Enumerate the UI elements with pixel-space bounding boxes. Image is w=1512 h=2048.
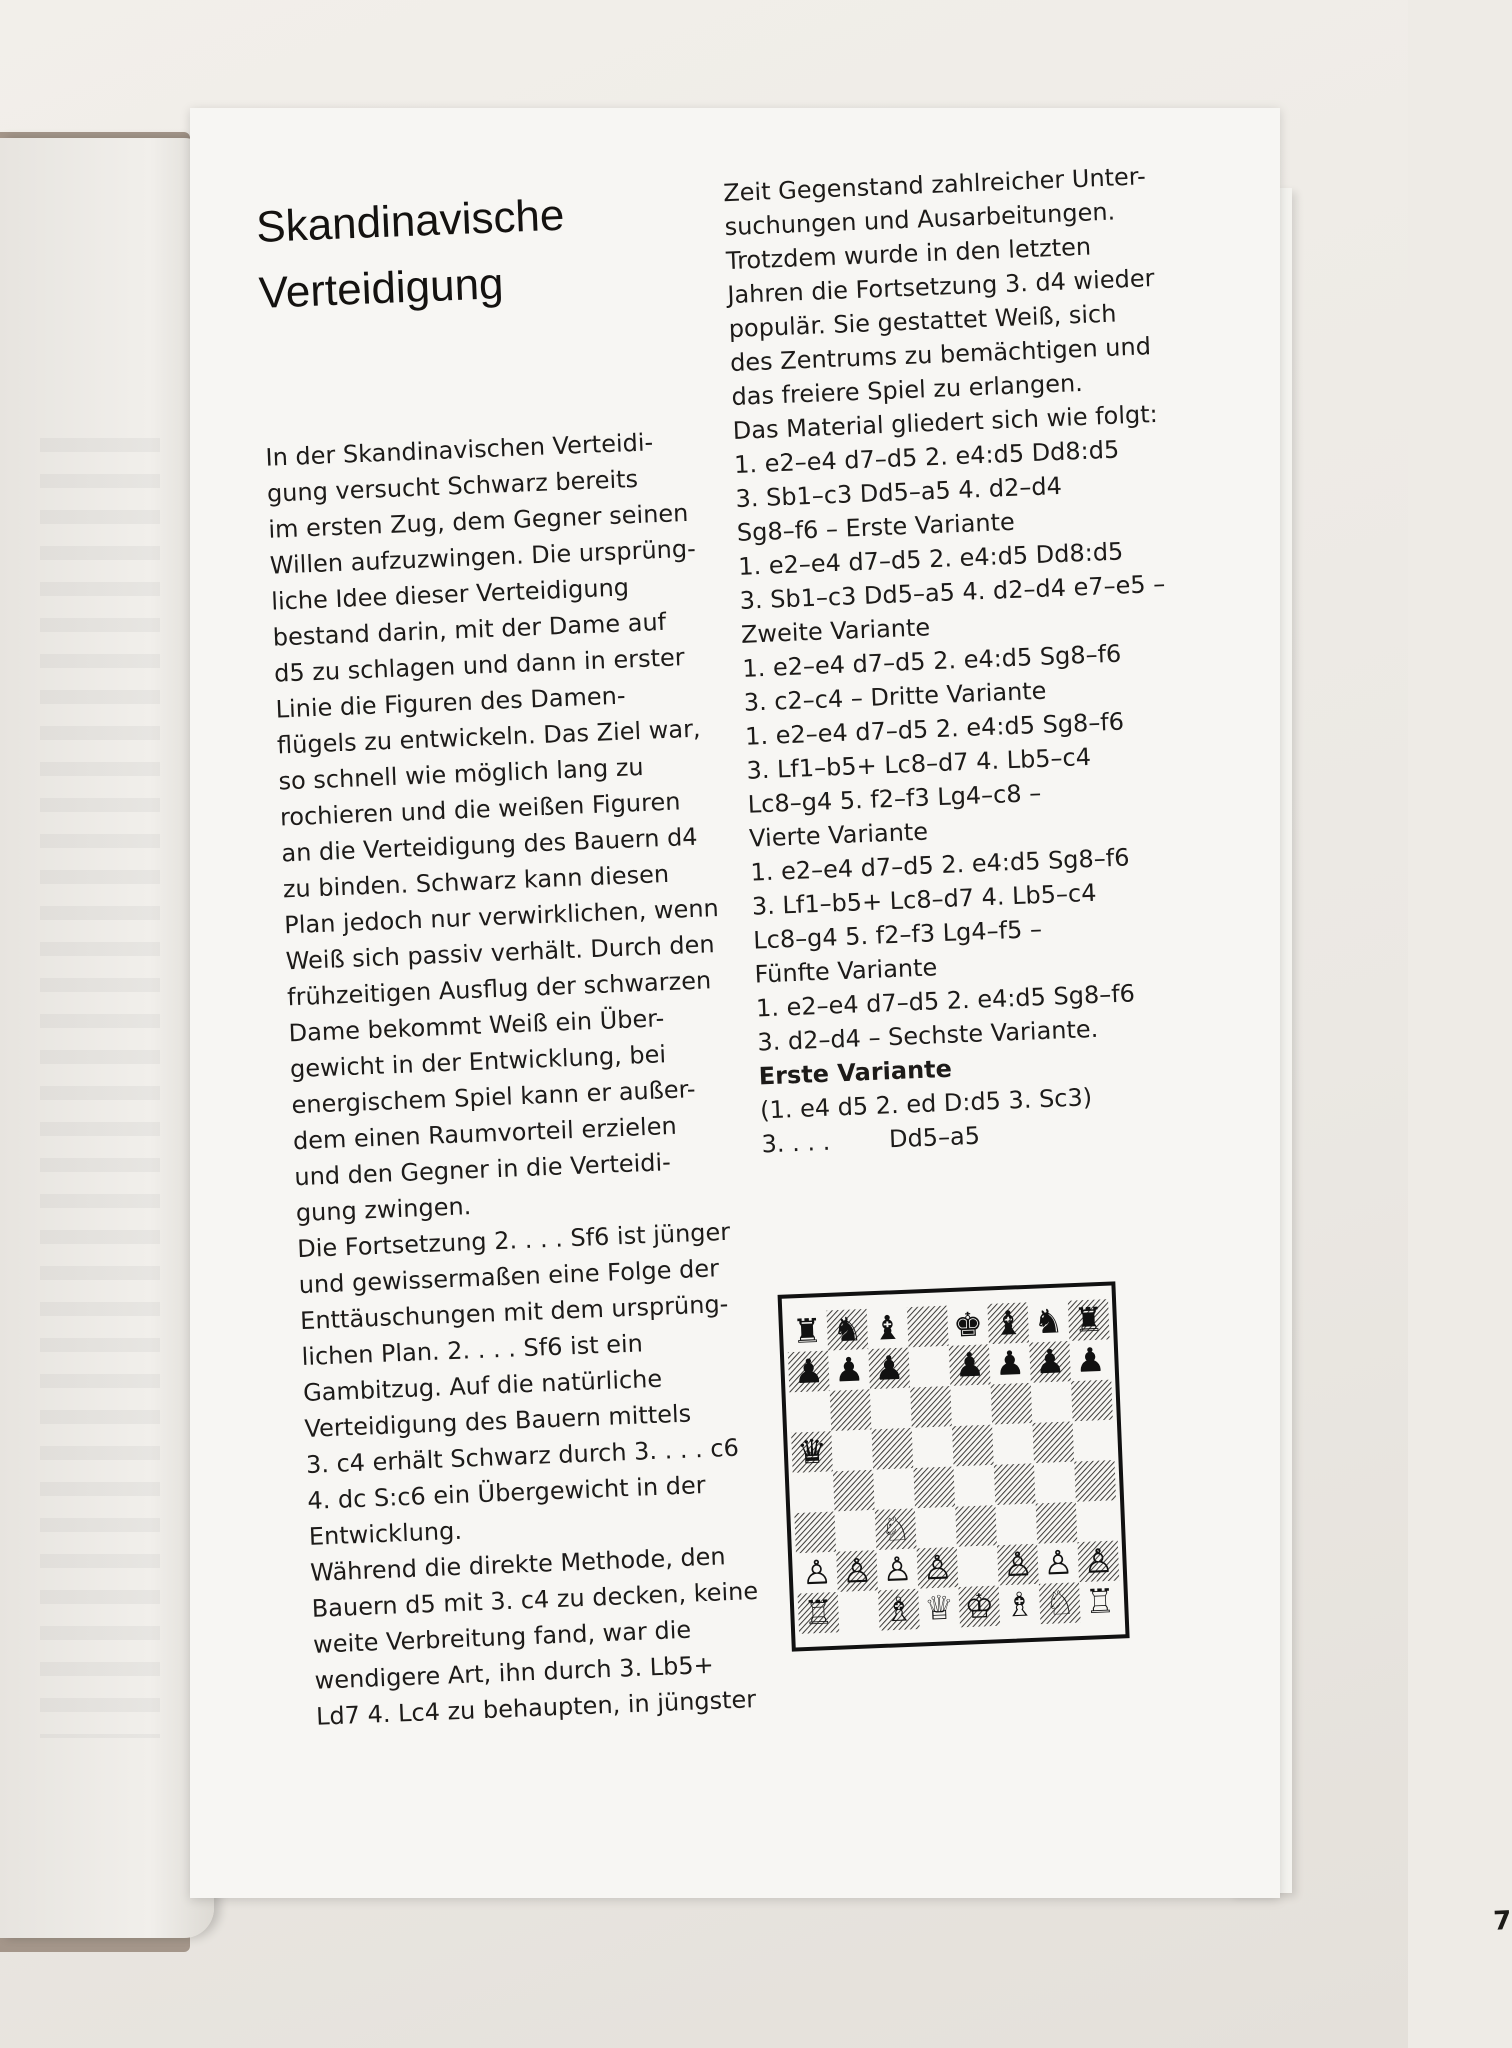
text-line: 1. e2–e4 d7–d5 2. e4:d5 Sg8–f6 bbox=[750, 843, 1130, 887]
text-line: 1. e2–e4 d7–d5 2. e4:d5 Sg8–f6 bbox=[755, 979, 1136, 1023]
chess-piece-d1: ♕ bbox=[923, 1587, 955, 1628]
square-g5 bbox=[1032, 1421, 1074, 1463]
left-page-ghost-text bbox=[40, 438, 160, 1738]
text-line: 3. d2–d4 – Sechste Variante. bbox=[756, 1014, 1099, 1057]
chess-piece-c2: ♙ bbox=[881, 1548, 913, 1590]
text-line: im ersten Zug, dem Gegner seinen bbox=[267, 498, 689, 544]
text-line: 3. Lf1–b5+ Lc8–d7 4. Lb5–c4 bbox=[751, 878, 1097, 921]
text-line: Willen aufzuzwingen. Die ursprüng- bbox=[269, 534, 697, 580]
text-line: gung versucht Schwarz bereits bbox=[266, 464, 639, 508]
square-b3 bbox=[835, 1510, 877, 1552]
square-c6 bbox=[870, 1388, 912, 1430]
chessboard bbox=[786, 1290, 1121, 1644]
chess-piece-h7: ♟ bbox=[1074, 1339, 1106, 1380]
title-line: Skandinavische bbox=[255, 190, 566, 252]
square-e6 bbox=[950, 1384, 992, 1426]
square-e5 bbox=[952, 1425, 994, 1467]
chess-piece-g8: ♞ bbox=[1032, 1301, 1065, 1342]
chess-piece-g2: ♙ bbox=[1042, 1542, 1074, 1583]
text-line: so schnell wie möglich lang zu bbox=[277, 752, 645, 796]
text-line: Lc8–g4 5. f2–f3 Lg4–f5 – bbox=[752, 915, 1043, 955]
section-heading: Erste Variante bbox=[758, 1054, 953, 1091]
page-number: 7 bbox=[1492, 1905, 1512, 1937]
text-line: liche Idee dieser Verteidigung bbox=[270, 573, 630, 616]
square-e2 bbox=[957, 1545, 999, 1587]
text-line: suchungen und Ausarbeitungen. bbox=[724, 197, 1116, 242]
chess-piece-f2: ♙ bbox=[1002, 1544, 1034, 1585]
text-line: gewicht in der Entwicklung, bei bbox=[289, 1040, 667, 1084]
text-line: 1. e2–e4 d7–d5 2. e4:d5 Dd8:d5 bbox=[733, 435, 1120, 479]
square-e3 bbox=[955, 1505, 997, 1547]
square-a4 bbox=[793, 1471, 835, 1513]
text-line: 1. e2–e4 d7–d5 2. e4:d5 Sg8–f6 bbox=[744, 707, 1125, 751]
text-line: lichen Plan. 2. . . . Sf6 ist ein bbox=[301, 1329, 644, 1372]
square-d4 bbox=[913, 1466, 955, 1508]
text-line: 3. Lf1–b5+ Lc8–d7 4. Lb5–c4 bbox=[745, 742, 1092, 785]
left-column bbox=[265, 421, 787, 1735]
chess-piece-h8: ♜ bbox=[1073, 1299, 1105, 1340]
variation-entry bbox=[744, 702, 1199, 856]
square-g6 bbox=[1031, 1381, 1073, 1423]
chess-piece-b7: ♟ bbox=[833, 1349, 865, 1390]
text-line: Ld7 4. Lc4 zu behaupten, in jüngster bbox=[315, 1685, 757, 1731]
text-line: populär. Sie gestattet Weiß, sich bbox=[728, 299, 1117, 344]
chess-diagram bbox=[778, 1281, 1130, 1651]
chess-piece-a1: ♖ bbox=[802, 1592, 835, 1633]
right-column bbox=[723, 158, 1212, 1161]
variation-list bbox=[734, 430, 1208, 1060]
square-a3 bbox=[794, 1512, 836, 1554]
text-line: Sg8–f6 – Erste Variante bbox=[736, 507, 1016, 547]
chess-piece-f7: ♟ bbox=[994, 1343, 1026, 1384]
text-line: zu binden. Schwarz kann diesen bbox=[282, 859, 670, 904]
square-f4 bbox=[994, 1463, 1036, 1505]
square-h3 bbox=[1076, 1500, 1118, 1542]
text-line: Enttäuschungen mit dem ursprüng- bbox=[299, 1289, 729, 1336]
text-line: weite Verbreitung fand, war die bbox=[312, 1615, 692, 1659]
square-f6 bbox=[991, 1383, 1033, 1425]
material-intro: Das Material gliedert sich wie folgt: bbox=[732, 399, 1159, 446]
square-d3 bbox=[915, 1507, 957, 1549]
chess-piece-g1: ♘ bbox=[1044, 1582, 1076, 1623]
text-line: 4. dc S:c6 ein Übergewicht in der bbox=[306, 1470, 707, 1515]
move-number: 3. . . . bbox=[760, 1127, 831, 1159]
text-line: an die Verteidigung des Bauern d4 bbox=[280, 822, 699, 868]
text-line: wendigere Art, ihn durch 3. Lb5+ bbox=[314, 1650, 715, 1695]
chess-piece-b8: ♞ bbox=[831, 1309, 864, 1350]
text-line: frühzeitigen Ausflug der schwarzen bbox=[286, 966, 712, 1012]
text-line: Trotzdem wurde in den letzten bbox=[725, 232, 1092, 276]
chess-piece-e8: ♚ bbox=[952, 1304, 984, 1345]
chess-piece-c7: ♟ bbox=[873, 1347, 905, 1389]
text-line: Fünfte Variante bbox=[754, 953, 938, 989]
text-line: Die Fortsetzung 2. . . . Sf6 ist jünger bbox=[296, 1217, 731, 1264]
text-line: Zweite Variante bbox=[740, 613, 931, 649]
text-line: und den Gegner in die Verteidi- bbox=[293, 1148, 672, 1192]
square-h4 bbox=[1074, 1460, 1116, 1502]
text-line: des Zentrums zu bemächtigen und bbox=[729, 332, 1152, 378]
text-line: flügels zu entwickeln. Das Ziel war, bbox=[276, 714, 702, 760]
square-d5 bbox=[912, 1426, 954, 1468]
chess-piece-a2: ♙ bbox=[801, 1552, 833, 1593]
text-line: 3. c2–c4 – Dritte Variante bbox=[743, 676, 1047, 717]
text-line: bestand darin, mit der Dame auf bbox=[272, 607, 667, 652]
text-line: 1. e2–e4 d7–d5 2. e4:d5 Sg8–f6 bbox=[741, 639, 1122, 683]
square-h6 bbox=[1071, 1380, 1113, 1422]
chess-piece-e7: ♟ bbox=[953, 1344, 986, 1385]
square-b4 bbox=[833, 1470, 875, 1512]
square-d7 bbox=[909, 1346, 951, 1388]
chess-piece-a5: ♛ bbox=[796, 1431, 828, 1472]
chess-piece-b2: ♙ bbox=[841, 1550, 873, 1591]
chess-piece-c8: ♝ bbox=[871, 1307, 904, 1348]
text-line: Gambitzug. Auf die natürliche bbox=[302, 1364, 663, 1408]
square-g3 bbox=[1036, 1502, 1078, 1544]
square-b5 bbox=[831, 1430, 873, 1472]
square-b6 bbox=[830, 1389, 872, 1431]
square-d8 bbox=[907, 1306, 949, 1348]
text-line: 3. Sb1–c3 Dd5–a5 4. d2–d4 bbox=[735, 471, 1063, 513]
chess-piece-g7: ♟ bbox=[1034, 1341, 1066, 1382]
title-line: Verteidigung bbox=[257, 259, 505, 318]
text-line: Vierte Variante bbox=[748, 817, 929, 853]
square-a6 bbox=[789, 1391, 831, 1433]
chess-piece-f1: ♗ bbox=[1003, 1584, 1036, 1625]
square-f5 bbox=[992, 1423, 1034, 1465]
move-text: Dd5–a5 bbox=[888, 1121, 981, 1154]
text-line: Lc8–g4 5. f2–f3 Lg4–c8 – bbox=[747, 778, 1042, 819]
chess-piece-c1: ♗ bbox=[883, 1589, 915, 1630]
text-line: Zeit Gegenstand zahlreicher Unter- bbox=[722, 162, 1147, 208]
chess-piece-h2: ♙ bbox=[1082, 1540, 1115, 1582]
gambit-paragraph bbox=[297, 1212, 780, 1555]
chess-piece-a7: ♟ bbox=[793, 1351, 825, 1392]
variation-entry bbox=[738, 532, 1192, 652]
chess-piece-f8: ♝ bbox=[992, 1302, 1024, 1343]
chess-piece-h1: ♖ bbox=[1084, 1581, 1116, 1622]
text-line: Weiß sich passiv verhält. Durch den bbox=[285, 930, 716, 976]
chess-piece-a8: ♜ bbox=[791, 1310, 823, 1352]
text-line: dem einen Raumvorteil erzielen bbox=[292, 1111, 678, 1156]
chapter-title bbox=[255, 177, 700, 327]
text-line: energischem Spiel kann er außer- bbox=[290, 1075, 697, 1120]
square-f3 bbox=[995, 1503, 1037, 1545]
square-g4 bbox=[1034, 1462, 1076, 1504]
text-line: In der Skandinavischen Verteidi- bbox=[264, 428, 654, 472]
chess-piece-d2: ♙ bbox=[921, 1547, 954, 1588]
continuation-paragraph bbox=[723, 158, 1182, 414]
move-citation: (1. e4 d5 2. ed D:d5 3. Sc3) bbox=[759, 1083, 1093, 1125]
text-line: 1. e2–e4 d7–d5 2. e4:d5 Dd8:d5 bbox=[737, 537, 1124, 581]
square-b1 bbox=[838, 1590, 880, 1632]
text-line: rochieren und die weißen Figuren bbox=[279, 787, 681, 832]
square-c4 bbox=[873, 1468, 915, 1510]
left-page bbox=[0, 138, 214, 1938]
text-line: Plan jedoch nur verwirklichen, wenn bbox=[283, 893, 720, 940]
text-line: Jahren die Fortsetzung 3. d4 wieder bbox=[726, 263, 1155, 310]
text-line: gung zwingen. bbox=[295, 1192, 472, 1228]
variation-entry bbox=[750, 838, 1205, 992]
text-line: 3. c4 erhält Schwarz durch 3. . . . c6 bbox=[305, 1433, 740, 1479]
square-c5 bbox=[872, 1428, 914, 1470]
variation-entry bbox=[734, 430, 1188, 550]
method-paragraph bbox=[310, 1536, 787, 1735]
text-line: 3. Sb1–c3 Dd5–a5 4. d2–d4 e7–e5 – bbox=[739, 569, 1166, 615]
text-line: Linie die Figuren des Damen- bbox=[275, 681, 627, 724]
text-line: und gewissermaßen eine Folge der bbox=[298, 1254, 720, 1300]
text-line: Während die direkte Methode, den bbox=[309, 1542, 727, 1587]
square-d6 bbox=[910, 1386, 952, 1428]
text-line: d5 zu schlagen und dann in erster bbox=[273, 643, 686, 688]
text-line: Dame bekommt Weiß ein Über- bbox=[288, 1004, 665, 1048]
page-content bbox=[255, 158, 1512, 1937]
text-line: Verteidigung des Bauern mittels bbox=[304, 1399, 692, 1443]
square-e4 bbox=[954, 1465, 996, 1507]
intro-paragraph bbox=[265, 421, 766, 1231]
text-line: das freiere Spiel zu erlangen. bbox=[730, 368, 1084, 412]
chess-piece-c3: ♘ bbox=[880, 1508, 912, 1549]
text-line: Bauern d5 mit 3. c4 zu decken, keine bbox=[311, 1576, 759, 1623]
text-line: Entwicklung. bbox=[308, 1516, 463, 1551]
square-h5 bbox=[1073, 1420, 1115, 1462]
chess-piece-e1: ♔ bbox=[963, 1585, 995, 1627]
